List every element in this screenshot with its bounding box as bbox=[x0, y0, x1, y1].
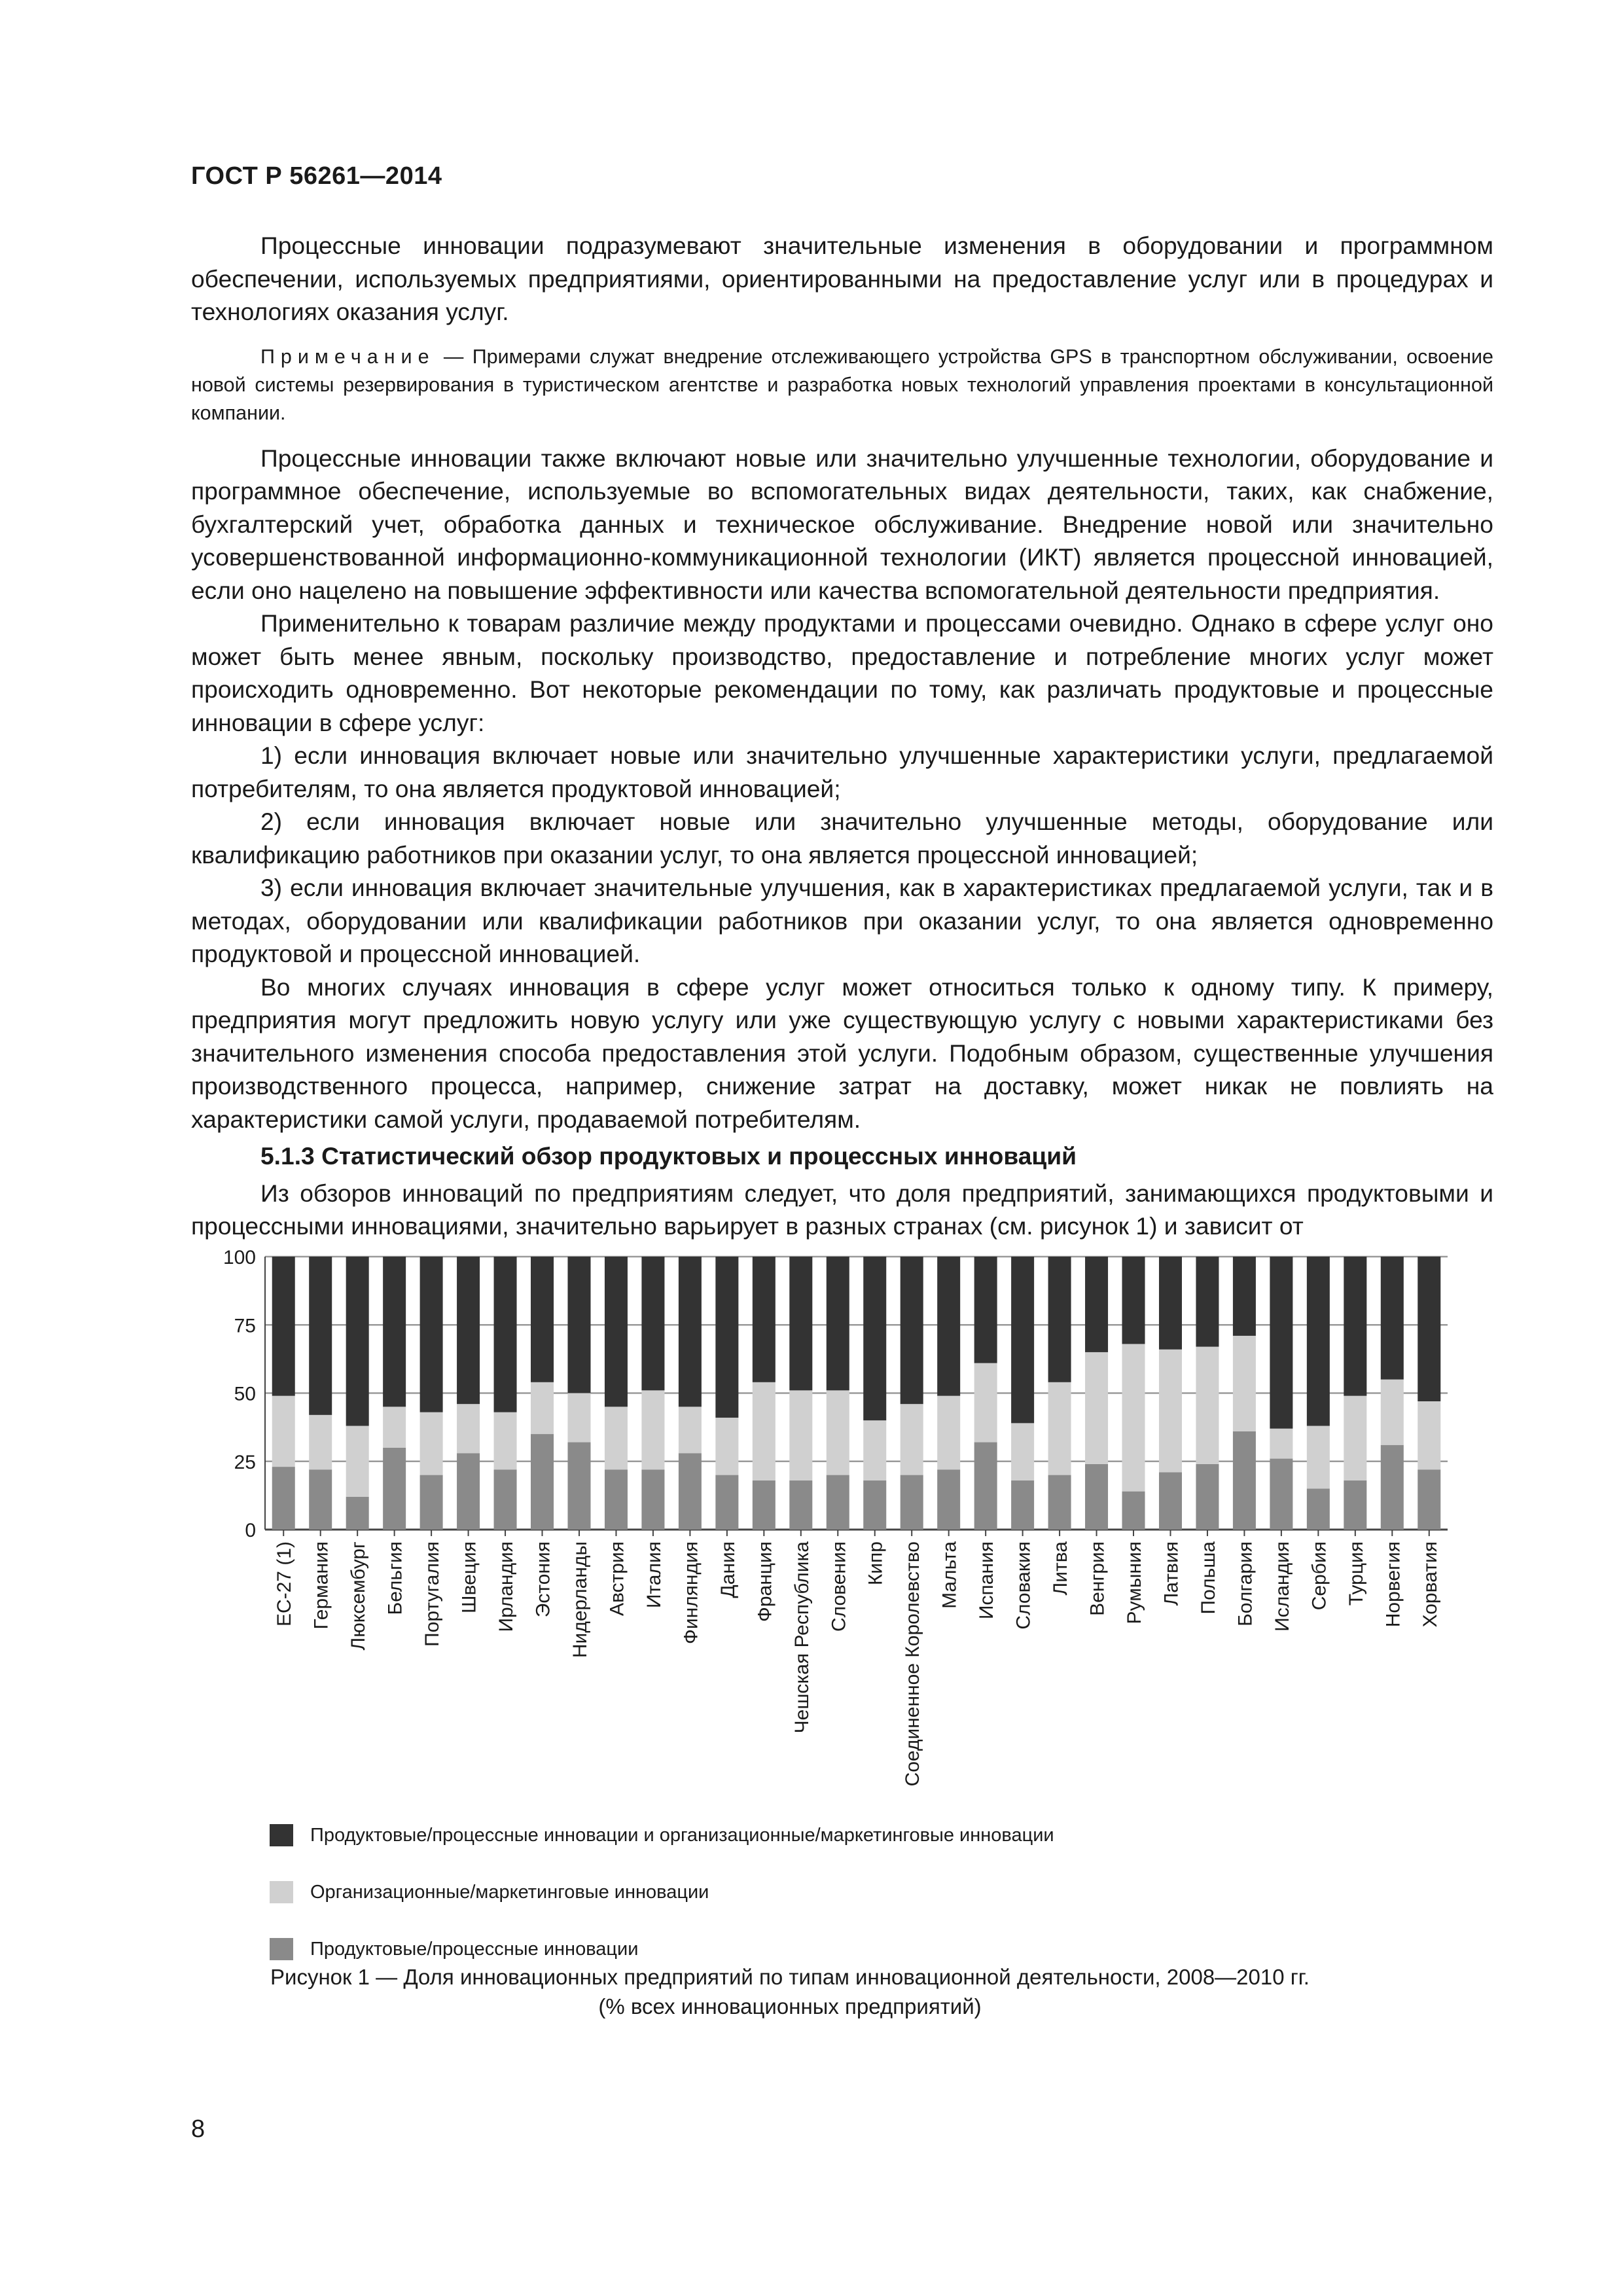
x-tick-label: Мальта bbox=[938, 1541, 961, 1609]
bar-segment-org bbox=[641, 1390, 664, 1469]
bar-segment-org bbox=[420, 1412, 443, 1475]
bar-segment-org bbox=[531, 1382, 554, 1434]
legend-swatch bbox=[270, 1824, 293, 1846]
x-tick-label: Латвия bbox=[1160, 1541, 1183, 1606]
bar-segment-org bbox=[1233, 1336, 1256, 1431]
note-label: Примечание bbox=[260, 345, 435, 368]
legend-label: Продуктовые/процессные инновации bbox=[310, 1938, 639, 1960]
bar-segment-both bbox=[1233, 1257, 1256, 1336]
bar-segment-product bbox=[272, 1467, 295, 1530]
x-tick-label: Люксембург bbox=[348, 1541, 370, 1651]
y-tick-label: 0 bbox=[245, 1520, 256, 1541]
subsection-number: 5.1.3 bbox=[260, 1142, 315, 1170]
bar-segment-both bbox=[827, 1257, 849, 1390]
bar-segment-both bbox=[1418, 1257, 1440, 1401]
figure-caption bbox=[191, 1962, 1389, 2021]
x-tick-label: Норвегия bbox=[1382, 1541, 1404, 1628]
bar-segment-org bbox=[753, 1382, 776, 1480]
document-header: ГОСТ Р 56261—2014 bbox=[191, 162, 442, 190]
bar-segment-org bbox=[1418, 1401, 1440, 1469]
x-tick-label: Швеция bbox=[458, 1541, 480, 1613]
bar-segment-both bbox=[1270, 1257, 1293, 1429]
subsection-title: Статистический обзор продуктовых и процессных инноваций bbox=[321, 1142, 1077, 1170]
x-tick-label: Соединенное Королевство bbox=[902, 1541, 924, 1787]
bar-segment-org bbox=[863, 1420, 886, 1480]
bar-segment-product bbox=[827, 1475, 849, 1530]
bar-segment-product bbox=[309, 1469, 332, 1530]
bar-segment-org bbox=[1196, 1347, 1219, 1464]
legend-label: Продуктовые/процессные инновации и организационные/маркетинговые инновации bbox=[310, 1824, 1054, 1846]
x-tick-label: Италия bbox=[643, 1541, 665, 1609]
bar-segment-both bbox=[494, 1257, 517, 1412]
bar-segment-org bbox=[567, 1393, 590, 1443]
bar-segment-org bbox=[1307, 1426, 1330, 1489]
bar-segment-product bbox=[567, 1443, 590, 1530]
legend-swatch bbox=[270, 1938, 293, 1960]
x-tick-label: Финляндия bbox=[680, 1541, 702, 1644]
bar-segment-product bbox=[1048, 1475, 1071, 1530]
bar-segment-product bbox=[1344, 1480, 1366, 1530]
caption-line-1: Рисунок 1 — Доля инновационных предприятий по типам инновационной деятельности, 2008—2010 гг. bbox=[270, 1965, 1310, 1989]
bar-segment-product bbox=[937, 1469, 960, 1530]
x-tick-label: Германия bbox=[310, 1541, 332, 1630]
bar-segment-product bbox=[346, 1497, 369, 1530]
x-tick-label: Франция bbox=[754, 1541, 776, 1622]
paragraph-supporting-activities: Процессные инновации также включают новые или значительно улучшенные технологии, оборудование и программное обеспечение, используемые во вспомогательных видах деятельности, таких, как снабжение, бухгалтерский учет, обработка данных и техническое обслуживание. Внедрение новой или значительно усовершенствованной информационно-коммуникационной технологии (ИКТ) является процессной инновацией, если оно нацелено на повышение эффективности или качества вспомогательной деятельности предприятия. bbox=[191, 444, 1493, 604]
paragraph-process-innovations: Процессные инновации подразумевают значительные изменения в оборудовании и программном обеспечении, используемых предприятиями, ориентированными на предоставление услуг или в процедурах и технологиях оказания услуг. bbox=[191, 232, 1493, 325]
x-tick-label: Исландия bbox=[1271, 1541, 1293, 1632]
bar-segment-product bbox=[974, 1443, 997, 1530]
bar-segment-org bbox=[494, 1412, 517, 1470]
page-number: 8 bbox=[191, 2115, 205, 2143]
bar-segment-product bbox=[1233, 1431, 1256, 1530]
bar-segment-org bbox=[679, 1407, 702, 1453]
bar-segment-both bbox=[1196, 1257, 1219, 1347]
legend-item-both bbox=[270, 1822, 1054, 1848]
bar-segment-both bbox=[863, 1257, 886, 1420]
legend-swatch bbox=[270, 1881, 293, 1903]
legend-item-org bbox=[270, 1879, 1054, 1905]
x-tick-label: Румыния bbox=[1124, 1541, 1146, 1624]
bar-segment-org bbox=[1159, 1350, 1182, 1473]
bar-segment-both bbox=[1011, 1257, 1034, 1423]
bar-segment-org bbox=[937, 1396, 960, 1470]
bar-segment-org bbox=[827, 1390, 849, 1475]
bar-segment-org bbox=[346, 1426, 369, 1497]
note-text: — Примерами служат внедрение отслеживающего устройства GPS в транспортном обслуживании, освоение новой системы резервирования в туристическом агентстве и разработка новых технологий управления проектами в консультационной компании. bbox=[191, 345, 1493, 424]
bar-segment-org bbox=[383, 1407, 406, 1448]
x-tick-label: Кипр bbox=[865, 1541, 887, 1586]
bar-segment-both bbox=[679, 1257, 702, 1407]
list-item-3: 3) если инновация включает значительные улучшения, как в характеристиках предлагаемой услуги, так и в методах, оборудовании или квалификации работников при оказании услуг, то она является одновременно продуктовой и процессной инновацией. bbox=[191, 874, 1493, 967]
bar-segment-product bbox=[789, 1480, 812, 1530]
bar-segment-both bbox=[641, 1257, 664, 1390]
x-tick-label: Венгрия bbox=[1086, 1541, 1109, 1616]
x-tick-label: Нидерланды bbox=[569, 1541, 591, 1659]
bar-segment-product bbox=[1011, 1480, 1034, 1530]
paragraph-survey: Из обзоров инноваций по предприятиям следует, что доля предприятий, занимающихся продуктовыми и процессными инновациями, значительно варьирует в разных странах (см. рисунок 1) и зависит от bbox=[191, 1179, 1493, 1240]
bar-segment-both bbox=[715, 1257, 738, 1418]
x-tick-label: Ирландия bbox=[495, 1541, 518, 1632]
bar-segment-both bbox=[1122, 1257, 1145, 1344]
bar-segment-both bbox=[1159, 1257, 1182, 1350]
x-tick-label: Сербия bbox=[1308, 1541, 1330, 1611]
bar-segment-product bbox=[641, 1469, 664, 1530]
bar-segment-both bbox=[272, 1257, 295, 1396]
paragraph-goods-services: Применительно к товарам различие между продуктами и процессами очевидно. Однако в сфере услуг оно может быть менее явным, поскольку производство, предоставление и потребление многих услуг может происходить одновременно. Вот некоторые рекомендации по тому, как различать продуктовые и процессные инновации в сфере услуг: bbox=[191, 609, 1493, 736]
bar-segment-both bbox=[531, 1257, 554, 1382]
bar-segment-both bbox=[1085, 1257, 1108, 1352]
list-item-1: 1) если инновация включает новые или значительно улучшенные характеристики услуги, предлагаемой потребителям, то она является продуктовой инновацией; bbox=[191, 742, 1493, 802]
bar-segment-both bbox=[1048, 1257, 1071, 1382]
bar-segment-org bbox=[272, 1396, 295, 1467]
bar-segment-org bbox=[715, 1418, 738, 1475]
bar-segment-product bbox=[494, 1469, 517, 1530]
x-tick-label: Португалия bbox=[421, 1541, 444, 1647]
bar-segment-org bbox=[605, 1407, 628, 1469]
bar-segment-both bbox=[457, 1257, 480, 1404]
y-tick-label: 25 bbox=[234, 1451, 256, 1473]
x-tick-label: Австрия bbox=[606, 1541, 628, 1617]
bar-segment-both bbox=[1307, 1257, 1330, 1426]
caption-line-2: (% всех инновационных предприятий) bbox=[598, 1994, 982, 2018]
bar-segment-product bbox=[753, 1480, 776, 1530]
bar-segment-both bbox=[974, 1257, 997, 1363]
x-tick-label: Испания bbox=[976, 1541, 998, 1620]
bar-segment-both bbox=[346, 1257, 369, 1426]
bar-segment-both bbox=[567, 1257, 590, 1393]
y-tick-label: 50 bbox=[234, 1383, 256, 1405]
bar-segment-product bbox=[1159, 1472, 1182, 1530]
x-tick-label: Словения bbox=[828, 1541, 850, 1632]
y-tick-label: 100 bbox=[223, 1247, 256, 1268]
bar-segment-org bbox=[1048, 1382, 1071, 1475]
legend-label: Организационные/маркетинговые инновации bbox=[310, 1881, 709, 1903]
bar-segment-product bbox=[863, 1480, 886, 1530]
bar-segment-org bbox=[901, 1404, 923, 1475]
bar-segment-both bbox=[420, 1257, 443, 1412]
x-tick-label: Эстония bbox=[532, 1541, 554, 1618]
x-tick-label: Дания bbox=[717, 1541, 739, 1598]
bar-segment-org bbox=[789, 1390, 812, 1480]
bar-segment-both bbox=[383, 1257, 406, 1407]
bar-segment-product bbox=[679, 1453, 702, 1530]
y-tick-label: 75 bbox=[234, 1315, 256, 1337]
bar-segment-both bbox=[789, 1257, 812, 1390]
bar-segment-product bbox=[1307, 1488, 1330, 1530]
bar-segment-both bbox=[901, 1257, 923, 1404]
bar-segment-both bbox=[309, 1257, 332, 1415]
x-tick-label: Литва bbox=[1050, 1541, 1072, 1596]
list-item-2: 2) если инновация включает новые или значительно улучшенные методы, оборудование или квалификацию работников при оказании услуг, то она является процессной инновацией; bbox=[191, 808, 1493, 869]
bar-segment-product bbox=[1270, 1459, 1293, 1530]
bar-segment-product bbox=[1381, 1445, 1404, 1530]
bar-segment-product bbox=[383, 1448, 406, 1530]
x-tick-label: Бельгия bbox=[384, 1541, 406, 1615]
x-tick-label: ЕС-27 (1) bbox=[274, 1541, 296, 1627]
bar-segment-product bbox=[1196, 1464, 1219, 1530]
x-tick-label: Болгария bbox=[1234, 1541, 1257, 1626]
bar-segment-org bbox=[1344, 1396, 1366, 1480]
paragraph-single-type: Во многих случаях инновация в сфере услуг может относиться только к одному типу. К примеру, предприятия могут предложить новую услугу или уже существующую услугу с новыми характеристиками без значительного изменения способа предоставления этой услуги. Подобным образом, существенные улучшения производственного процесса, например, снижение затрат на доставку, может никак не повлиять на характеристики самой услуги, продаваемой потребителям. bbox=[191, 973, 1493, 1133]
bar-segment-org bbox=[309, 1415, 332, 1469]
bar-segment-both bbox=[937, 1257, 960, 1396]
bar-segment-org bbox=[457, 1404, 480, 1453]
bar-segment-product bbox=[901, 1475, 923, 1530]
bar-segment-org bbox=[1381, 1380, 1404, 1445]
bar-segment-both bbox=[605, 1257, 628, 1407]
bar-segment-product bbox=[1085, 1464, 1108, 1530]
bar-segment-org bbox=[974, 1363, 997, 1443]
x-tick-label: Турция bbox=[1345, 1541, 1367, 1606]
bar-segment-product bbox=[605, 1469, 628, 1530]
bar-segment-product bbox=[420, 1475, 443, 1530]
bar-segment-both bbox=[1344, 1257, 1366, 1396]
x-tick-label: Хорватия bbox=[1419, 1541, 1441, 1628]
bar-segment-product bbox=[715, 1475, 738, 1530]
bar-segment-product bbox=[1122, 1492, 1145, 1530]
x-tick-label: Польша bbox=[1197, 1541, 1219, 1615]
bar-segment-product bbox=[457, 1453, 480, 1530]
bar-segment-product bbox=[531, 1434, 554, 1530]
bar-segment-both bbox=[753, 1257, 776, 1382]
bar-segment-both bbox=[1381, 1257, 1404, 1380]
bar-segment-product bbox=[1418, 1469, 1440, 1530]
bar-segment-org bbox=[1085, 1352, 1108, 1464]
x-tick-label: Словакия bbox=[1012, 1541, 1035, 1630]
legend-item-product bbox=[270, 1936, 1054, 1962]
bar-segment-org bbox=[1122, 1344, 1145, 1491]
bar-segment-org bbox=[1011, 1423, 1034, 1480]
x-tick-label: Чешская Республика bbox=[791, 1541, 813, 1734]
bar-segment-org bbox=[1270, 1429, 1293, 1459]
